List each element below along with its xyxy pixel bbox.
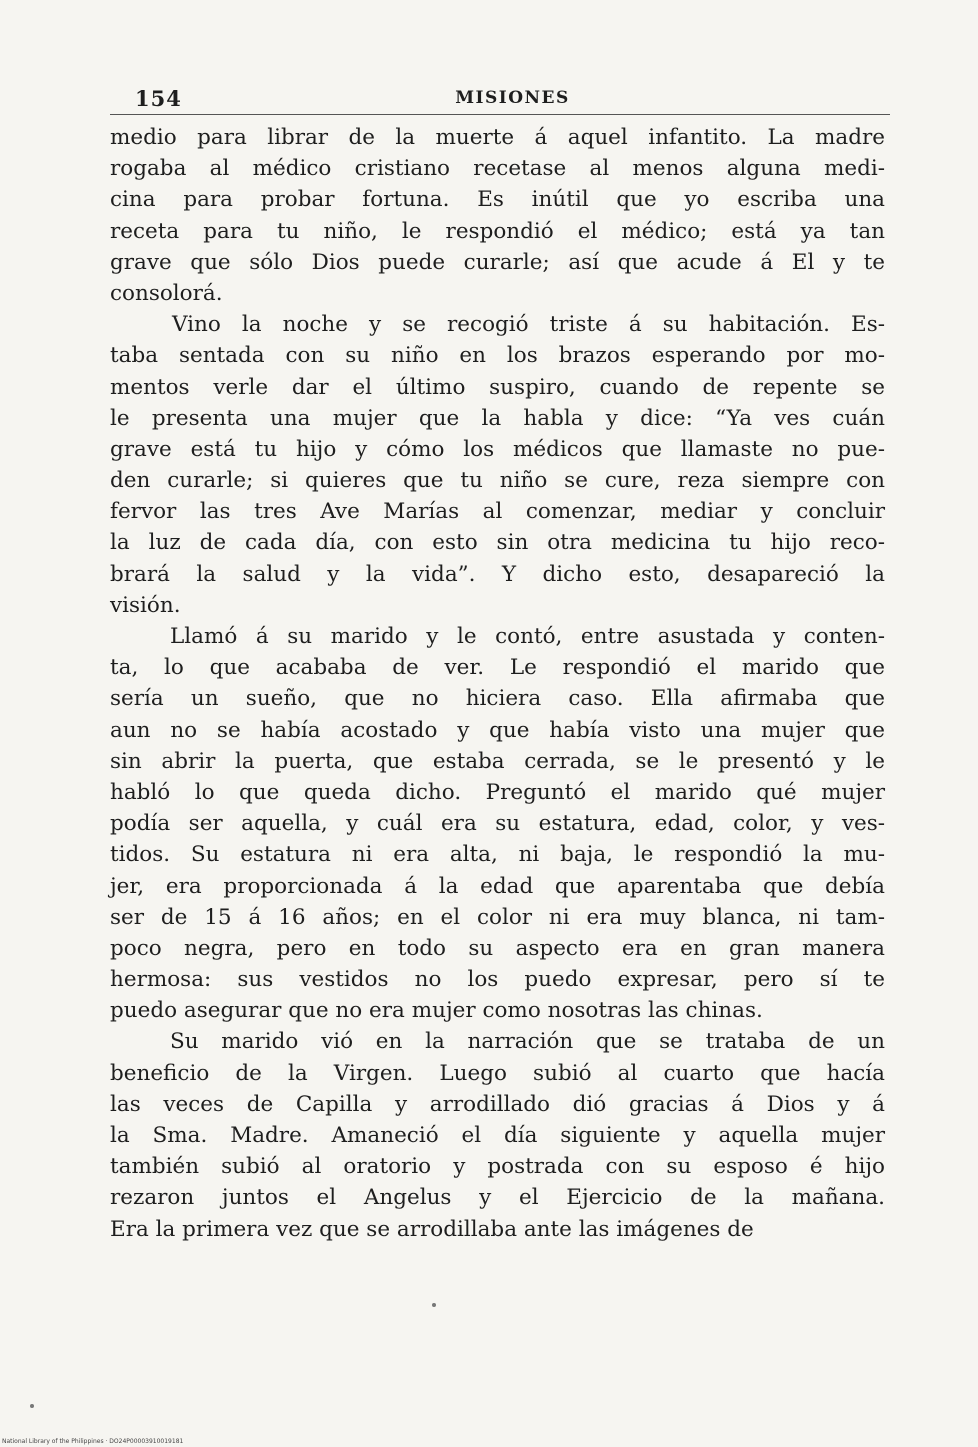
text-line: receta para tu niño, le respondió el médico; está ya tan bbox=[110, 218, 885, 244]
paragraph bbox=[110, 1026, 885, 1244]
page-number: 154 bbox=[135, 86, 182, 111]
text-line: rezaron juntos el Angelus y el Ejercicio de la mañana. bbox=[110, 1185, 885, 1211]
text-line: sería un sueño, que no hiciera caso. Ella afirmaba que bbox=[110, 686, 885, 712]
text-line: consolorá. bbox=[110, 280, 223, 306]
paragraph bbox=[110, 122, 885, 309]
text-line: fervor las tres Ave Marías al comenzar, mediar y concluir bbox=[110, 499, 885, 525]
text-line: ta, lo que acababa de ver. Le respondió el marido que bbox=[110, 655, 885, 681]
running-head: MISIONES bbox=[455, 88, 570, 108]
text-line: le presenta una mujer que la habla y dice: “Ya ves cuán bbox=[110, 405, 885, 431]
text-line: hermosa: sus vestidos no los puedo expresar, pero sí te bbox=[110, 967, 885, 993]
text-line: Vino la noche y se recogió triste á su habitación. Es- bbox=[172, 312, 885, 338]
text-line: taba sentada con su niño en los brazos esperando por mo- bbox=[110, 343, 885, 369]
text-line: rogaba al médico cristiano recetase al menos alguna medi- bbox=[110, 156, 885, 182]
text-line: aun no se había acostado y que había visto una mujer que bbox=[110, 717, 885, 743]
page-header bbox=[135, 86, 890, 112]
body-text bbox=[110, 122, 885, 1245]
text-line: habló lo que queda dicho. Preguntó el marido qué mujer bbox=[110, 779, 885, 805]
text-line: medio para librar de la muerte á aquel infantito. La madre bbox=[110, 125, 885, 150]
speck-mark bbox=[432, 1303, 436, 1307]
text-line: la Sma. Madre. Amaneció el día siguiente y aquella mujer bbox=[110, 1123, 885, 1148]
text-line: tidos. Su estatura ni era alta, ni baja, le respondió la mu- bbox=[110, 842, 885, 868]
paragraph bbox=[110, 621, 885, 1026]
text-line: poco negra, pero en todo su aspecto era en gran manera bbox=[110, 935, 885, 961]
text-line: puedo asegurar que no era mujer como nosotras las chinas. bbox=[110, 998, 763, 1024]
speck-mark bbox=[30, 1404, 34, 1408]
footer-caption: National Library of the Philippines · DO24P00003910019181 bbox=[2, 1438, 184, 1445]
text-line: beneficio de la Virgen. Luego subió al cuarto que hacía bbox=[110, 1060, 885, 1086]
text-line: mentos verle dar el último suspiro, cuando de repente se bbox=[110, 374, 885, 400]
text-line: la luz de cada día, con esto sin otra medicina tu hijo reco- bbox=[110, 530, 885, 556]
text-line: jer, era proporcionada á la edad que aparentaba que debía bbox=[110, 873, 885, 899]
text-line: brará la salud y la vida”. Y dicho esto, desapareció la bbox=[110, 561, 885, 587]
text-line: grave está tu hijo y cómo los médicos que llamaste no pue- bbox=[110, 436, 885, 462]
header-rule bbox=[110, 114, 890, 115]
text-line: podía ser aquella, y cuál era su estatura, edad, color, y ves- bbox=[110, 811, 885, 837]
text-line: Llamó á su marido y le contó, entre asustada y conten- bbox=[170, 624, 885, 649]
text-line: ser de 15 á 16 años; en el color ni era muy blanca, ni tam- bbox=[110, 904, 885, 930]
text-line: sin abrir la puerta, que estaba cerrada, se le presentó y le bbox=[110, 748, 885, 774]
text-line: también subió al oratorio y postrada con su esposo é hijo bbox=[110, 1154, 885, 1180]
text-line: Era la primera vez que se arrodillaba ante las imágenes de bbox=[110, 1216, 754, 1242]
text-line: grave que sólo Dios puede curarle; así que acude á El y te bbox=[110, 249, 885, 275]
text-line: visión. bbox=[110, 592, 181, 618]
text-line: Su marido vió en la narración que se trataba de un bbox=[170, 1029, 885, 1055]
text-line: den curarle; si quieres que tu niño se cure, reza siempre con bbox=[110, 468, 885, 494]
text-line: las veces de Capilla y arrodillado dió gracias á Dios y á bbox=[110, 1091, 885, 1117]
text-line: cina para probar fortuna. Es inútil que yo escriba una bbox=[110, 187, 885, 213]
paragraph bbox=[110, 309, 885, 621]
